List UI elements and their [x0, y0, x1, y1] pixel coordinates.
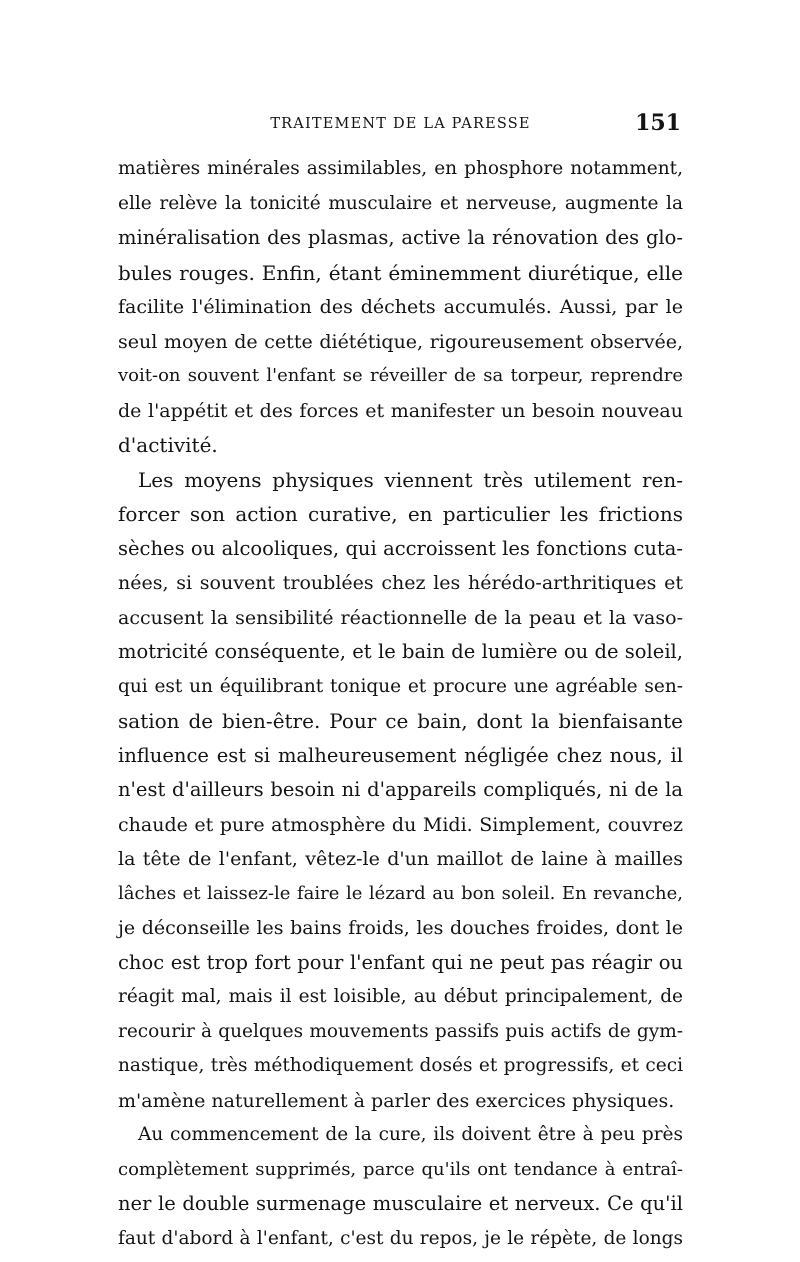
text-line: sèches ou alcooliques, qui accroissent les fonctions cuta- — [118, 536, 683, 560]
text-line: minéralisation des plasmas, active la rénovation des glo- — [118, 226, 683, 249]
text-line: qui est un équilibrant tonique et procure une agréable sen- — [118, 675, 683, 697]
text-line: Les moyens physiques viennent très utilement ren- — [138, 467, 683, 492]
text-line: faut d'abord à l'enfant, c'est du repos, je le répète, de longs — [118, 1227, 683, 1249]
text-line: voit-on souvent l'enfant se réveiller de sa torpeur, reprendre — [118, 365, 683, 386]
text-line: lâches et laissez-le faire le lézard au bon soleil. En revanche, — [118, 882, 683, 904]
text-line: influence est si malheureusement négligée chez nous, il — [118, 743, 683, 767]
text-line: bules rouges. Enfin, étant éminemment diurétique, elle — [118, 260, 683, 285]
page-number: 151 — [635, 110, 681, 136]
text-line: elle relève la tonicité musculaire et nerveuse, augmente la — [118, 192, 683, 214]
text-line: motricité conséquente, et le bain de lumière ou de soleil, — [118, 640, 683, 663]
text-line: facilite l'élimination des déchets accumulés. Aussi, par le — [118, 296, 683, 318]
text-line: réagit mal, mais il est loisible, au début principalement, de — [118, 986, 683, 1007]
text-line: chaude et pure atmosphère du Midi. Simplement, couvrez — [118, 813, 683, 836]
text-line: recourir à quelques mouvements passifs puis actifs de gym- — [118, 1020, 683, 1042]
body-text — [118, 152, 683, 1256]
running-title: TRAITEMENT DE LA PARESSE — [270, 116, 531, 132]
text-line: matières minérales assimilables, en phosphore notamment, — [118, 158, 683, 179]
text-line: de l'appétit et des forces et manifester un besoin nouveau — [118, 399, 683, 422]
text-line: forcer son action curative, en particulier les frictions — [118, 502, 683, 526]
text-line: m'amène naturellement à parler des exercices physiques. — [118, 1089, 675, 1112]
text-line: complètement supprimés, parce qu'ils ont tendance à entraî- — [118, 1158, 683, 1180]
text-line: je déconseille les bains froids, les douches froides, dont le — [118, 917, 683, 939]
text-line: choc est trop fort pour l'enfant qui ne peut pas réagir ou — [118, 950, 683, 974]
text-line: d'activité. — [118, 433, 218, 457]
text-line: n'est d'ailleurs besoin ni d'appareils compliqués, ni de la — [118, 778, 683, 801]
text-line: seul moyen de cette diététique, rigoureusement observée, — [118, 330, 683, 353]
text-line: ner le double surmenage musculaire et nerveux. Ce qu'il — [118, 1192, 683, 1215]
text-line: accusent la sensibilité réactionnelle de la peau et la vaso- — [118, 606, 683, 629]
text-line: la tête de l'enfant, vêtez-le d'un maillot de laine à mailles — [118, 848, 683, 870]
running-head — [118, 112, 683, 138]
text-line: sation de bien-être. Pour ce bain, dont la bienfaisante — [118, 709, 683, 733]
text-line: Au commencement de la cure, ils doivent être à peu près — [138, 1124, 683, 1145]
text-line: nastique, très méthodiquement dosés et progressifs, et ceci — [118, 1055, 683, 1076]
text-line: nées, si souvent troublées chez les hérédo-arthritiques et — [118, 572, 683, 594]
